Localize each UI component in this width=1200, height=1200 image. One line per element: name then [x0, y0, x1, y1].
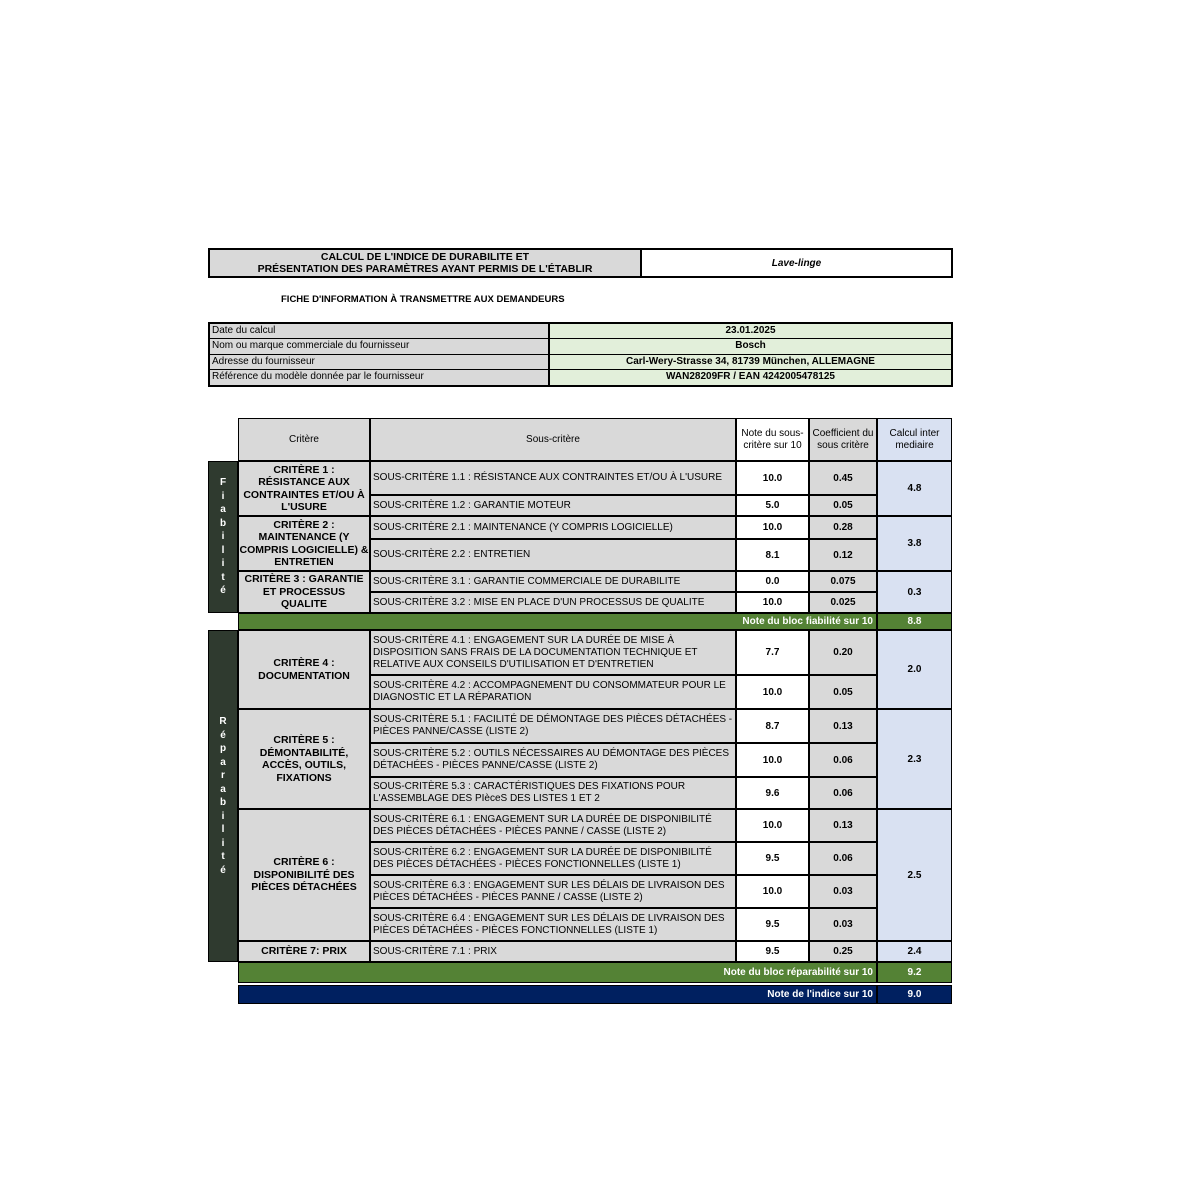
coef-1-2: 0.05: [809, 495, 877, 516]
supplier-info-table: [208, 322, 953, 387]
subcriterion-6-3: SOUS-CRITÈRE 6.3 : ENGAGEMENT SUR LES DÉLAIS DE LIVRAISON DES PIÈCES DÉTACHÉES - PIÈCES PANNE / CASSE (LISTE 2): [370, 875, 736, 908]
reparabilite-total-value: 9.2: [877, 962, 952, 983]
criterion-6: CRITÈRE 6 : DISPONIBILITÉ DES PIÈCES DÉTACHÉES: [238, 809, 370, 941]
info-value: 23.01.2025: [550, 324, 951, 338]
subcriterion-4-1: SOUS-CRITÈRE 4.1 : ENGAGEMENT SUR LA DURÉE DE MISE À DISPOSITION SANS FRAIS DE LA DOCUMENTATION TECHNIQUE ET RELATIVE AUX CONSEILS D'UTILISATION ET D'ENTRETIEN: [370, 630, 736, 675]
block-letter: t: [221, 851, 225, 862]
subcriterion-2-1: SOUS-CRITÈRE 2.1 : MAINTENANCE (Y COMPRIS LOGICIELLE): [370, 516, 736, 539]
document-title: [210, 250, 642, 276]
criterion-3: CRITÈRE 3 : GARANTIE ET PROCESSUS QUALITE: [238, 571, 370, 613]
document-header: [208, 248, 953, 278]
col-header-note: Note du sous-critère sur 10: [736, 418, 809, 461]
block-letter: i: [221, 531, 225, 543]
indice-total-value: 9.0: [877, 985, 952, 1004]
coef-4-2: 0.05: [809, 675, 877, 709]
block-letter: i: [221, 490, 225, 502]
block-letter: a: [220, 504, 226, 516]
calc-criterion-6: 2.5: [877, 809, 952, 941]
info-row: [210, 370, 951, 385]
note-5-2: 10.0: [736, 743, 809, 777]
block-letter: l: [221, 544, 225, 556]
calc-criterion-2: 3.8: [877, 516, 952, 571]
subcriterion-6-1: SOUS-CRITÈRE 6.1 : ENGAGEMENT SUR LA DURÉE DE DISPONIBILITÉ DES PIÈCES DÉTACHÉES - PIÈCES PANNE / CASSE (LISTE 2): [370, 809, 736, 842]
col-header-calc: Calcul inter mediaire: [877, 418, 952, 461]
subcriterion-3-2: SOUS-CRITÈRE 3.2 : MISE EN PLACE D'UN PROCESSUS DE QUALITE: [370, 592, 736, 613]
criterion-5: CRITÈRE 5 : DÉMONTABILITÉ, ACCÈS, OUTILS, FIXATIONS: [238, 709, 370, 809]
info-label: Date du calcul: [210, 324, 550, 338]
info-label: Nom ou marque commerciale du fournisseur: [210, 339, 550, 353]
coef-7-1: 0.25: [809, 941, 877, 962]
product-type: Lave-linge: [642, 250, 951, 276]
subcriterion-1-1: SOUS-CRITÈRE 1.1 : RÉSISTANCE AUX CONTRAINTES ET/OU À L'USURE: [370, 461, 736, 495]
col-header-critere: Critère: [238, 418, 370, 461]
info-row: [210, 324, 951, 339]
block-letter: l: [221, 824, 225, 835]
coef-3-1: 0.075: [809, 571, 877, 592]
subcriterion-7-1: SOUS-CRITÈRE 7.1 : PRIX: [370, 941, 736, 962]
note-7-1: 9.5: [736, 941, 809, 962]
subcriterion-4-2: SOUS-CRITÈRE 4.2 : ACCOMPAGNEMENT DU CONSOMMATEUR POUR LE DIAGNOSTIC ET LA RÉPARATION: [370, 675, 736, 709]
col-header-coef: Coefficient du sous critère: [809, 418, 877, 461]
coef-4-1: 0.20: [809, 630, 877, 675]
block-letter: F: [219, 477, 227, 489]
info-row: [210, 355, 951, 370]
note-1-2: 5.0: [736, 495, 809, 516]
calc-criterion-3: 0.3: [877, 571, 952, 613]
fiabilite-total-label: Note du bloc fiabilité sur 10: [238, 613, 877, 630]
note-4-1: 7.7: [736, 630, 809, 675]
block-letter: t: [221, 571, 225, 583]
calc-criterion-7: 2.4: [877, 941, 952, 962]
info-value: Bosch: [550, 339, 951, 353]
note-5-1: 8.7: [736, 709, 809, 743]
reparabilite-total-label: Note du bloc réparabilité sur 10: [238, 962, 877, 983]
info-value: WAN28209FR / EAN 4242005478125: [550, 370, 951, 385]
coef-6-2: 0.06: [809, 842, 877, 875]
coef-2-1: 0.28: [809, 516, 877, 539]
subcriterion-3-1: SOUS-CRITÈRE 3.1 : GARANTIE COMMERCIALE DE DURABILITE: [370, 571, 736, 592]
criterion-4: CRITÈRE 4 : DOCUMENTATION: [238, 630, 370, 709]
note-3-1: 0.0: [736, 571, 809, 592]
criterion-1: CRITÈRE 1 : RÉSISTANCE AUX CONTRAINTES ET/OU À L'USURE: [238, 461, 370, 516]
note-2-2: 8.1: [736, 539, 809, 571]
note-6-2: 9.5: [736, 842, 809, 875]
info-value: Carl-Wery-Strasse 34, 81739 München, ALLEMAGNE: [550, 355, 951, 369]
title-line-1: CALCUL DE L'INDICE DE DURABILITE ET: [320, 251, 530, 263]
block-letter: a: [220, 756, 226, 768]
block-letter: i: [221, 558, 225, 570]
fiabilite-total-value: 8.8: [877, 613, 952, 630]
subcriterion-2-2: SOUS-CRITÈRE 2.2 : ENTRETIEN: [370, 539, 736, 571]
title-line-2: PRÉSENTATION DES PARAMÈTRES AYANT PERMIS DE L'ÉTABLIR: [257, 263, 593, 275]
block-fiabilite-label: [208, 461, 238, 613]
block-letter: b: [219, 797, 227, 808]
subcriterion-5-1: SOUS-CRITÈRE 5.1 : FACILITÉ DE DÉMONTAGE DES PIÈCES DÉTACHÉES - PIÈCES PANNE/CASSE (LISTE 2): [370, 709, 736, 743]
subcriterion-5-3: SOUS-CRITÈRE 5.3 : CARACTÉRISTIQUES DES FIXATIONS POUR L'ASSEMBLAGE DES PIèceS DES LISTES 1 ET 2: [370, 777, 736, 809]
subcriterion-1-2: SOUS-CRITÈRE 1.2 : GARANTIE MOTEUR: [370, 495, 736, 516]
block-letter: R: [219, 716, 227, 727]
note-6-3: 10.0: [736, 875, 809, 908]
coef-5-1: 0.13: [809, 709, 877, 743]
coef-2-2: 0.12: [809, 539, 877, 571]
document-subtitle: FICHE D'INFORMATION À TRANSMETTRE AUX DEMANDEURS: [281, 294, 565, 305]
subcriterion-5-2: SOUS-CRITÈRE 5.2 : OUTILS NÉCESSAIRES AU DÉMONTAGE DES PIÈCES DÉTACHÉES - PIÈCES PANNE/CASSE (LISTE 2): [370, 743, 736, 777]
subcriterion-6-2: SOUS-CRITÈRE 6.2 : ENGAGEMENT SUR LA DURÉE DE DISPONIBILITÉ DES PIÈCES DÉTACHÉES - PIÈCES FONCTIONNELLES (LISTE 1): [370, 842, 736, 875]
calc-criterion-5: 2.3: [877, 709, 952, 809]
calc-criterion-1: 4.8: [877, 461, 952, 516]
note-6-4: 9.5: [736, 908, 809, 941]
note-4-2: 10.0: [736, 675, 809, 709]
coef-6-1: 0.13: [809, 809, 877, 842]
note-6-1: 10.0: [736, 809, 809, 842]
coef-3-2: 0.025: [809, 592, 877, 613]
info-label: Adresse du fournisseur: [210, 355, 550, 369]
block-letter: é: [220, 585, 226, 597]
block-letter: a: [220, 783, 226, 795]
col-header-sous-critere: Sous-critère: [370, 418, 736, 461]
info-label: Référence du modèle donnée par le fournisseur: [210, 370, 550, 385]
indice-total-label: Note de l'indice sur 10: [238, 985, 877, 1004]
block-letter: b: [219, 517, 227, 529]
coef-5-3: 0.06: [809, 777, 877, 809]
coef-1-1: 0.45: [809, 461, 877, 495]
block-letter: i: [221, 837, 225, 849]
block-letter: é: [220, 729, 226, 741]
info-row: [210, 339, 951, 354]
note-5-3: 9.6: [736, 777, 809, 809]
block-reparabilite-label: [208, 630, 238, 962]
note-3-2: 10.0: [736, 592, 809, 613]
block-letter: r: [221, 770, 225, 781]
note-1-1: 10.0: [736, 461, 809, 495]
block-letter: é: [220, 864, 226, 876]
criterion-2: CRITÈRE 2 : MAINTENANCE (Y COMPRIS LOGICIELLE) & ENTRETIEN: [238, 516, 370, 571]
calc-criterion-4: 2.0: [877, 630, 952, 709]
note-2-1: 10.0: [736, 516, 809, 539]
criterion-7: CRITÈRE 7: PRIX: [238, 941, 370, 962]
coef-6-4: 0.03: [809, 908, 877, 941]
coef-6-3: 0.03: [809, 875, 877, 908]
scoring-table: [208, 418, 952, 1004]
block-letter: i: [221, 810, 225, 822]
coef-5-2: 0.06: [809, 743, 877, 777]
block-letter: p: [219, 743, 227, 754]
subcriterion-6-4: SOUS-CRITÈRE 6.4 : ENGAGEMENT SUR LES DÉLAIS DE LIVRAISON DES PIÈCES DÉTACHÉES - PIÈCES FONCTIONNELLES (LISTE 1): [370, 908, 736, 941]
